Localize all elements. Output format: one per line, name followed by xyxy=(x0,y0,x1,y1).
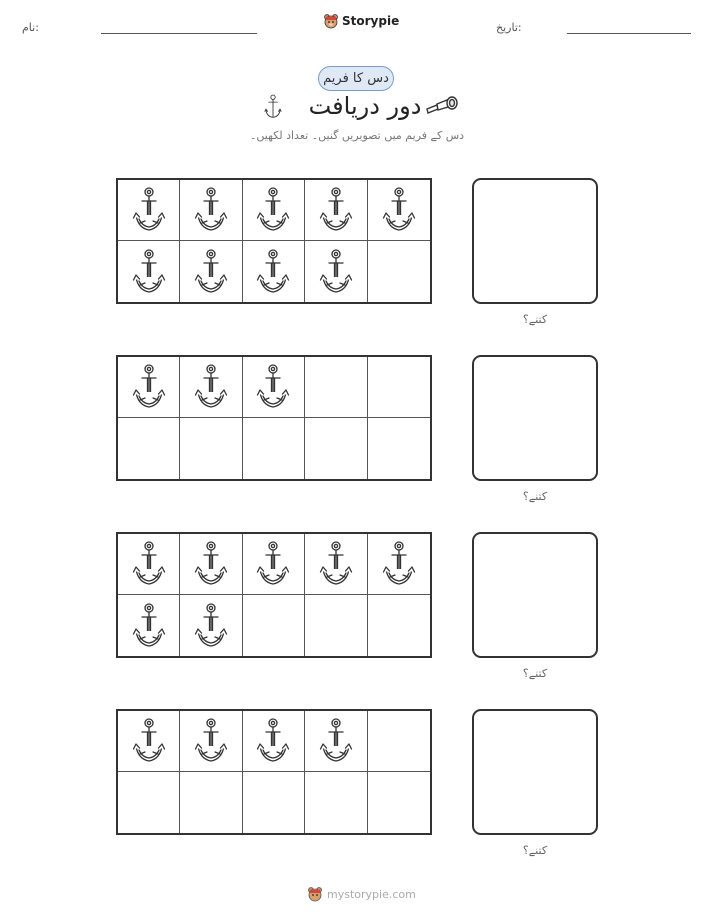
anchor-icon xyxy=(132,248,166,296)
frame-cell xyxy=(180,534,242,595)
frame-cell xyxy=(305,711,367,772)
frame-cell xyxy=(368,772,430,833)
answer-box-1[interactable] xyxy=(472,178,598,304)
anchor-icon xyxy=(261,94,285,120)
frame-cell xyxy=(243,711,305,772)
answer-box-3[interactable] xyxy=(472,532,598,658)
frame-cell xyxy=(118,241,180,302)
frame-cell xyxy=(305,241,367,302)
ten-frame-3 xyxy=(116,532,432,658)
name-label: نام: xyxy=(22,21,39,34)
frame-cell xyxy=(180,595,242,656)
anchor-icon xyxy=(194,602,228,650)
frame-cell xyxy=(180,357,242,418)
anchor-icon xyxy=(132,363,166,411)
page-title: دور دریافت xyxy=(308,92,422,120)
date-label: تاریخ: xyxy=(496,21,522,34)
frame-cell xyxy=(180,711,242,772)
anchor-icon xyxy=(132,186,166,234)
brand-logo xyxy=(323,13,399,29)
anchor-icon xyxy=(256,540,290,588)
frame-cell xyxy=(305,534,367,595)
answer-box-4[interactable] xyxy=(472,709,598,835)
anchor-icon xyxy=(256,363,290,411)
ten-frame-2 xyxy=(116,355,432,481)
anchor-icon xyxy=(382,540,416,588)
storypie-bear-icon xyxy=(323,13,339,29)
frame-cell xyxy=(368,418,430,479)
instructions: دس کے فریم میں تصویریں گنیں۔ تعداد لکھیں۔ xyxy=(249,129,465,142)
brand-name: Storypie xyxy=(342,14,400,28)
anchor-icon xyxy=(319,186,353,234)
frame-cell xyxy=(243,772,305,833)
ten-frame-4 xyxy=(116,709,432,835)
anchor-icon xyxy=(194,363,228,411)
anchor-icon xyxy=(256,717,290,765)
anchor-icon xyxy=(132,717,166,765)
frame-cell xyxy=(118,595,180,656)
frame-cell xyxy=(305,772,367,833)
name-line[interactable] xyxy=(101,33,257,34)
frame-cell xyxy=(180,772,242,833)
anchor-icon xyxy=(256,248,290,296)
frame-cell xyxy=(368,711,430,772)
anchor-icon xyxy=(132,540,166,588)
frame-cell xyxy=(305,180,367,241)
frame-cell xyxy=(180,241,242,302)
frame-cell xyxy=(118,357,180,418)
how-many-label-3: کتنے؟ xyxy=(522,667,548,680)
anchor-icon xyxy=(319,717,353,765)
frame-cell xyxy=(368,180,430,241)
frame-cell xyxy=(305,418,367,479)
frame-cell xyxy=(305,357,367,418)
date-line[interactable] xyxy=(567,33,691,34)
frame-cell xyxy=(368,357,430,418)
frame-cell xyxy=(243,180,305,241)
anchor-icon xyxy=(194,248,228,296)
how-many-label-4: کتنے؟ xyxy=(522,844,548,857)
frame-cell xyxy=(180,180,242,241)
frame-cell xyxy=(118,711,180,772)
footer xyxy=(307,886,416,902)
anchor-icon xyxy=(194,186,228,234)
frame-cell xyxy=(305,595,367,656)
how-many-label-1: کتنے؟ xyxy=(522,313,548,326)
ten-frame-1 xyxy=(116,178,432,304)
anchor-icon xyxy=(319,248,353,296)
frame-cell xyxy=(118,772,180,833)
anchor-icon xyxy=(256,186,290,234)
frame-cell xyxy=(243,418,305,479)
frame-cell xyxy=(118,418,180,479)
answer-box-2[interactable] xyxy=(472,355,598,481)
topic-badge: دس کا فریم xyxy=(318,66,394,91)
storypie-bear-icon xyxy=(307,886,323,902)
frame-cell xyxy=(243,595,305,656)
anchor-icon xyxy=(132,602,166,650)
anchor-icon xyxy=(194,540,228,588)
spyglass-icon xyxy=(425,96,459,116)
anchor-icon xyxy=(382,186,416,234)
frame-cell xyxy=(368,534,430,595)
frame-cell xyxy=(118,534,180,595)
frame-cell xyxy=(243,357,305,418)
frame-cell xyxy=(180,418,242,479)
footer-url: mystorypie.com xyxy=(327,887,416,901)
anchor-icon xyxy=(194,717,228,765)
frame-cell xyxy=(243,534,305,595)
how-many-label-2: کتنے؟ xyxy=(522,490,548,503)
frame-cell xyxy=(368,595,430,656)
frame-cell xyxy=(368,241,430,302)
anchor-icon xyxy=(319,540,353,588)
frame-cell xyxy=(118,180,180,241)
frame-cell xyxy=(243,241,305,302)
